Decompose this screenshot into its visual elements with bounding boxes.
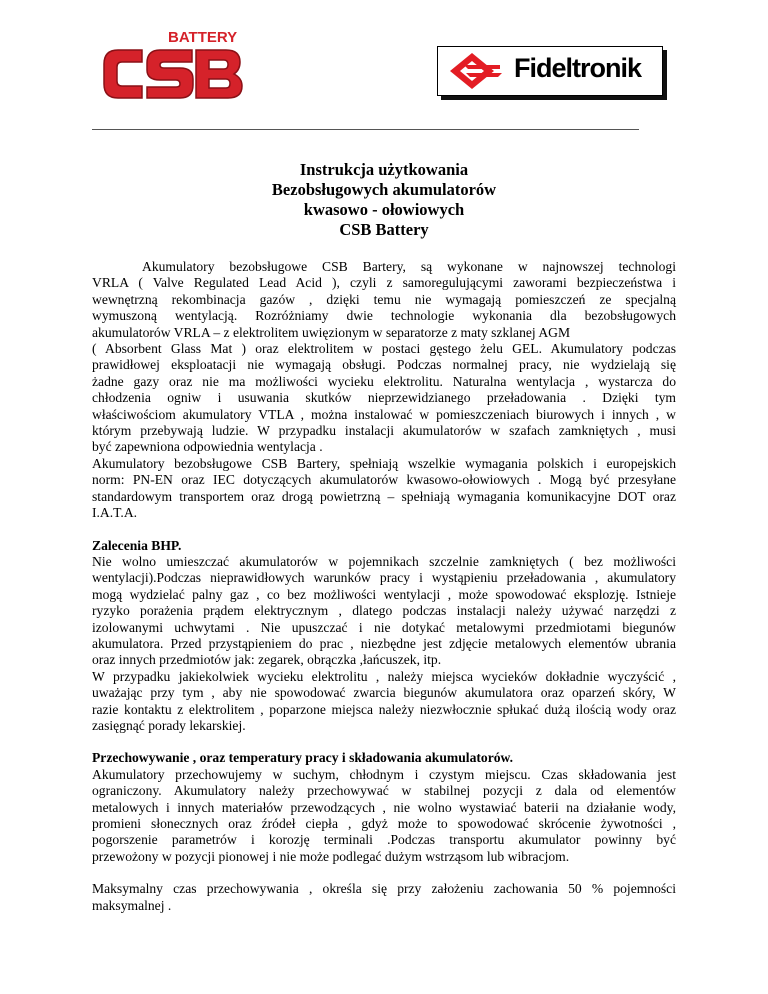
text-line: uważając przy tym , aby nie spowodować zwarcia biegunów akumulatora oraz oparzeń skóry, W bbox=[92, 685, 676, 701]
text-line: chłodzenia ogniw i usuwania skutków nieprzewidzianego przeładowania . Dzięki tym bbox=[92, 390, 676, 406]
text-line: VRLA ( Valve Regulated Lead Acid ), czyli z samoregulującymi zaworami bezpieczeństwa i bbox=[92, 275, 676, 291]
text-line: ograniczony. Akumulatory należy przechowywać w stabilnej pozycji z dala od elementów bbox=[92, 783, 676, 799]
text-line: wentylacji).Podczas nieprawidłowych warunków pracy i wystąpieniu przeładowania , akumulatory bbox=[92, 570, 676, 586]
intro-paragraph bbox=[92, 259, 676, 522]
text-line: pogorszenie parametrów i korozję terminali .Podczas transportu akumulator powinny być bbox=[92, 832, 676, 848]
text-line: W przypadku jakiekolwiek wycieku elektrolitu , należy miejsca wycieków dokładnie wyczyścić , bbox=[92, 668, 676, 684]
text-line: Nie wolno umieszczać akumulatorów w pojemnikach szczelnie zamkniętych ( bez możliwości bbox=[92, 553, 676, 569]
text-line: razie kontaktu z elektrolitem , poparzone miejsca należy niezwłocznie spłukać dużą ilością wody oraz bbox=[92, 701, 676, 717]
fideltronik-emblem-icon bbox=[442, 47, 512, 95]
text-line: prawidłowej eksploatacji nie wymagają obsługi. Podczas normalnej pracy, nie wydzielają się bbox=[92, 357, 676, 373]
text-line: właściwościom akumulatory VTLA , można instalować w pomieszczeniach biurowych i innych , w bbox=[92, 406, 676, 422]
bhp-section bbox=[92, 538, 676, 735]
text-line: ryzyko porażenia prądem elektrycznym , dlatego podczas instalacji należy używać narzędzi z bbox=[92, 603, 676, 619]
fideltronik-logo-text: Fideltronik bbox=[514, 53, 642, 83]
text-line: być zapewniona odpowiednia wentylacja . bbox=[92, 439, 323, 455]
text-line: I.A.T.A. bbox=[92, 505, 138, 521]
text-line: Akumulatory bezobsługowe CSB Bartery, są wykonane w najnowszej technologi bbox=[142, 259, 676, 274]
text-line: którym przebywają ludzie. W przypadku instalacji akumulatorów w szafach zamkniętych , musi bbox=[92, 423, 676, 439]
bhp-heading: Zalecenia BHP. bbox=[92, 537, 182, 553]
text-line: ( Absorbent Glass Mat ) oraz elektrolitem w postaci gęstego żelu GEL. Akumulatory podczas bbox=[92, 341, 676, 357]
text-line: izolowanymi uchwytami . Nie upuszczać i nie dotykać metalowymi przedmiotami biegunów bbox=[92, 619, 676, 635]
text-line: standardowym transportem oraz drogą powietrzną – spełniają wymagania komunikacyjne DOT oraz bbox=[92, 488, 676, 504]
text-line: żadne gazy oraz nie ma możliwości wycieku elektrolitu. Naturalna wentylacja , wystarcza do bbox=[92, 373, 676, 389]
text-line: mogą wydzielać palny gaz , co bez możliwości wentylacji , może spowodować eksplozję. Istnieje bbox=[92, 586, 676, 602]
document-title bbox=[92, 160, 676, 240]
storage-heading: Przechowywanie , oraz temperatury pracy i składowania akumulatorów. bbox=[92, 750, 513, 766]
text-line: przewożony w pozycji pionowej i nie może podlegać dużym wstrząsom lub wibracjom. bbox=[92, 848, 570, 864]
text-line: wymuszoną wentylacją. Rozróżniamy dwie technologie wykonania dla bezobsługowych bbox=[92, 308, 676, 324]
header-divider bbox=[92, 129, 639, 130]
title-line-1: Instrukcja użytkowania bbox=[299, 160, 469, 179]
text-line: wewnętrzną rekombinacja gazów , dzięki temu nie wymagają pomieszczeń ze specjalną bbox=[92, 291, 676, 307]
text-line: promieni słonecznych oraz źródeł ciepła , gdyż może to spowodować skrócenie żywotności , bbox=[92, 816, 676, 831]
storage-section bbox=[92, 750, 676, 865]
fideltronik-logo bbox=[437, 46, 663, 96]
text-line: Maksymalny czas przechowywania , określa się przy założeniu zachowania 50 % pojemności bbox=[92, 881, 676, 897]
text-line: zasięgnąć porady lekarskiej. bbox=[92, 717, 246, 733]
text-line: akumulatorów VRLA – z elektrolitem uwięzionym w separatorze z maty szklanej AGM bbox=[92, 324, 571, 340]
max-storage-paragraph bbox=[92, 881, 676, 914]
text-line: oraz innych przedmiotów jak: zegarek, obrączka ,łańcuszek, itp. bbox=[92, 652, 442, 668]
title-line-3: kwasowo - ołowiowych bbox=[303, 200, 465, 219]
text-line: Akumulatory przechowujemy w suchym, chłodnym i czystym miejscu. Czas składowania jest bbox=[92, 766, 676, 782]
text-line: Akumulatory bezobsługowe CSB Bartery, spełniają wszelkie wymagania polskich i europejskich bbox=[92, 455, 676, 471]
csb-logo-tagline: BATTERY bbox=[168, 29, 238, 46]
title-line-2: Bezobsługowych akumulatorów bbox=[271, 180, 497, 199]
csb-battery-logo bbox=[98, 24, 248, 104]
document-body bbox=[92, 259, 676, 914]
text-line: maksymalnej . bbox=[92, 897, 172, 913]
text-line: norm: PN-EN oraz IEC dotyczących akumulatorów kwasowo-ołowiowych . Mogą być przesyłane bbox=[92, 472, 676, 488]
text-line: metalowych i innych materiałów przewodzących , nie wolno wystawiać baterii na działanie wody, bbox=[92, 799, 676, 815]
title-line-4: CSB Battery bbox=[339, 220, 429, 239]
text-line: akumulatora. Przed przystąpieniem do prac , niezbędne jest zdjęcie metalowych elementów ubrania bbox=[92, 635, 676, 651]
